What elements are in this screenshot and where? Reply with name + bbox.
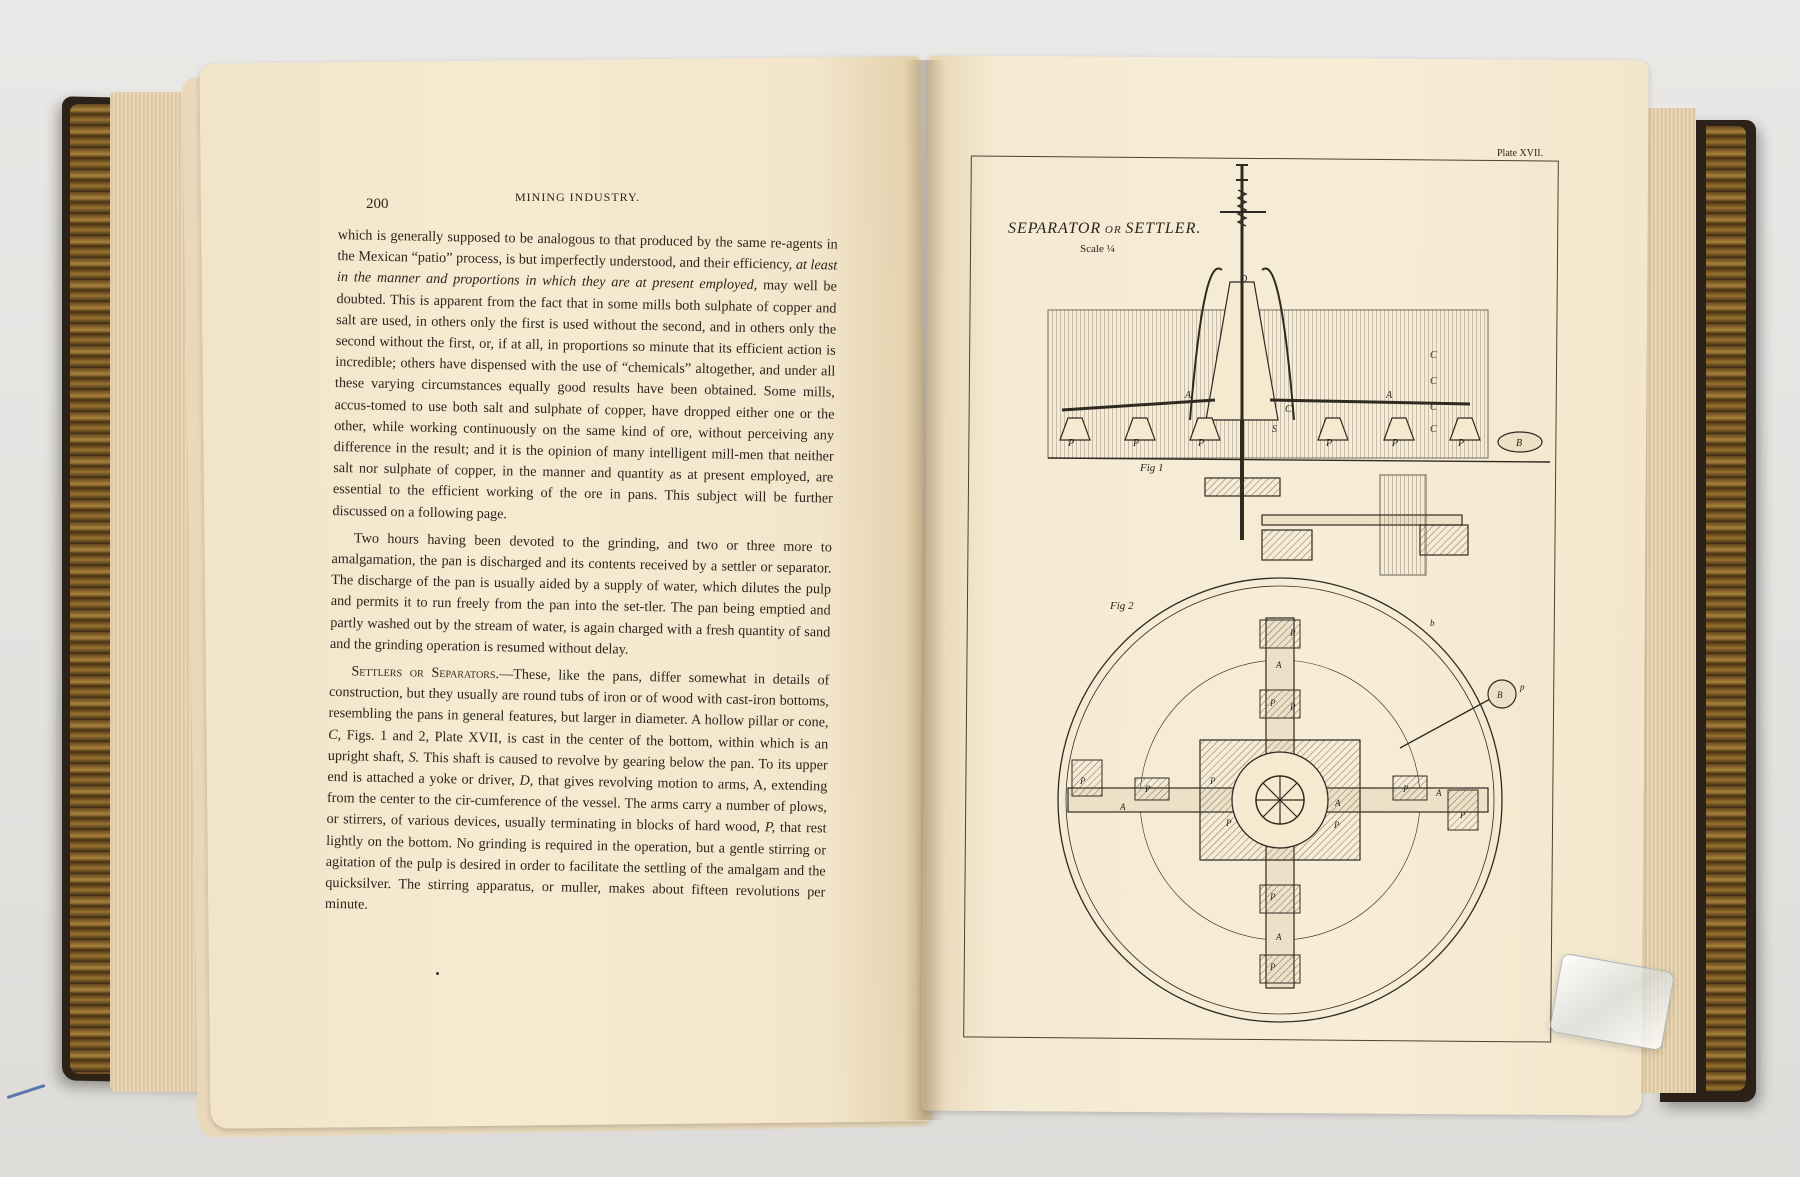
plate-title-part1: SEPARATOR <box>1008 220 1102 237</box>
p3-text-c: This shaft is caused to revolve by gearing below the pan. To its upper end is attached a yoke or driver, <box>327 749 828 789</box>
p3-text-d: that gives revolving motion to arms, A, extending from the center to the cir-cumference of the vessel. The arms carry a number of plows, or stirrers, of various devices, usually terminating in blocks of hard wood, <box>326 772 828 836</box>
fig2-letter-B: B <box>1497 690 1503 700</box>
p3-letter-c: C, <box>328 726 342 743</box>
fig2-letter-p: p <box>1520 682 1525 692</box>
plate-title-or: OR <box>1101 224 1126 236</box>
bearing-plate <box>1205 478 1280 496</box>
running-head: MINING INDUSTRY. <box>515 190 641 204</box>
fig2-letter-A: A <box>1335 798 1341 808</box>
p3-text-e: that rest lightly on the bottom. No grinding is required in the operation, but a gentle stirring or agitation of the pulp is desired in order to facilitate the settling of the amalgam and the quicksilver. The stirring apparatus, or muller, makes about fifteen revolutions per minute. <box>324 819 827 913</box>
fig1-letter-B: B <box>1516 438 1523 449</box>
plate-title-part2: SETTLER. <box>1125 220 1202 237</box>
fig1-letter-A: A <box>1386 390 1393 401</box>
fig2-letter-P: P <box>1226 818 1232 828</box>
fig1-letter-C: C <box>1285 404 1292 415</box>
fig2-letter-A: A <box>1276 932 1282 942</box>
fig2-letter-A: A <box>1436 788 1442 798</box>
fig2-letter-P: P <box>1290 702 1296 712</box>
paragraph-2: Two hours having been devoted to the grinding, and two or three more to amalgamation, the pan is discharged and its contents received by a settler or separator. The discharge of the pan is usually aided by a supply of water, which dilutes the pulp and permits it to run freely from the pan into the set-tler. The pan being emptied and partly washed out by the stream of water, is again charged with a fresh quantity of sand and the grinding operation is resumed without delay. <box>329 530 833 658</box>
fig1-letter-P: P <box>1326 438 1333 449</box>
fig2-label: Fig 2 <box>1110 600 1134 612</box>
p3-letter-p: P, <box>764 819 776 836</box>
fig1-letter-D: D <box>1240 274 1248 285</box>
fig1-letter-P: P <box>1133 438 1140 449</box>
fig2-letter-P: P <box>1334 820 1340 830</box>
p3-text-a: —These, like the pans, differ somewhat in details of construction, but they usually are round tubs of iron or of wood with cast-iron bottoms, resembling the pans in general features, but larger in diameter. A hollow pillar or cone, <box>328 666 830 731</box>
screw-thread <box>1238 190 1246 226</box>
fig2-letter-P: P <box>1270 698 1276 708</box>
fig2-letter-P: P <box>1403 784 1409 794</box>
fig2-letter-P: P <box>1145 784 1151 794</box>
fig2-plan <box>1058 578 1516 1022</box>
fig2-letter-A: A <box>1120 802 1126 812</box>
page-number: 200 <box>366 196 389 212</box>
fig1-letter-P: P <box>1198 438 1205 449</box>
fig2-letter-P: P <box>1210 776 1216 786</box>
fig2-letter-A: A <box>1276 660 1282 670</box>
fig2-letter-P: P <box>1270 962 1276 972</box>
p3-heading: Settlers or Separators. <box>351 663 500 683</box>
fig1-letter-P: P <box>1068 438 1075 449</box>
fig2-letter-b: b <box>1430 618 1435 628</box>
fig1-letter-P: P <box>1392 438 1399 449</box>
fig1-letter-C: C <box>1430 402 1437 413</box>
p3-letter-d: D, <box>519 772 534 789</box>
plate-scale: Scale ¼ <box>1080 243 1115 255</box>
p1-italic: at least in the manner and proportions in which they are at present employed, <box>336 257 838 294</box>
plate-label: Plate XVII. <box>1497 148 1544 159</box>
discharge-spout <box>1400 698 1492 748</box>
drive-shaft <box>1262 515 1462 525</box>
pulley <box>1380 475 1426 575</box>
fig1-letter-P: P <box>1458 438 1465 449</box>
fig2-letter-P: P <box>1290 628 1296 638</box>
fig1-elevation <box>1048 165 1550 575</box>
fig1-letter-C: C <box>1430 350 1437 361</box>
fig1-letter-S: S <box>1272 424 1277 435</box>
p3-text-b: Figs. 1 and 2, Plate XVII, is cast in the center of the bottom, within which is an upright shaft, <box>327 726 829 766</box>
fig2-letter-P: P <box>1460 810 1466 820</box>
fig1-label: Fig 1 <box>1140 462 1164 474</box>
fig1-letter-A: A <box>1185 390 1192 401</box>
p1-text-a: which is generally supposed to be analogous to that produced by the same re-agents in the Mexican “patio” process, is but imperfectly understood, and their efficiency, <box>337 226 838 273</box>
fig1-letter-C: C <box>1430 424 1437 435</box>
gear-box-right <box>1420 525 1468 555</box>
p3-letter-s: S. <box>408 749 420 766</box>
fig2-letter-P: P <box>1270 892 1276 902</box>
tub-bottom <box>1048 458 1550 462</box>
p1-text-b: may well be doubted. This is apparent from the fact that in some mills both sulphate of copper and salt are used, in others only the first is used without the second, and in others only the second without the first, or, if at all, in proportions so minute that its efficient action is incredible; others have dispensed with the use of “chemicals” altogether, and under all these varying circumstances equally good results have been obtained. Some mills, accus-tomed to use both salt and sulphate of copper, have dropped either one or the other, while working continuously on the same kind of ore, without perceiving any difference in the result; and it is the opinion of many intelligent mill-men that neither salt nor sulphate of copper, in the manner and quantity as at present employed, are essential to the efficient working of the ore in pans. This subject will be further discussed on a following page. <box>332 277 838 522</box>
fig1-letter-C: C <box>1430 376 1437 387</box>
fig2-letter-P: P <box>1080 776 1086 786</box>
gear-box-left <box>1262 530 1312 560</box>
